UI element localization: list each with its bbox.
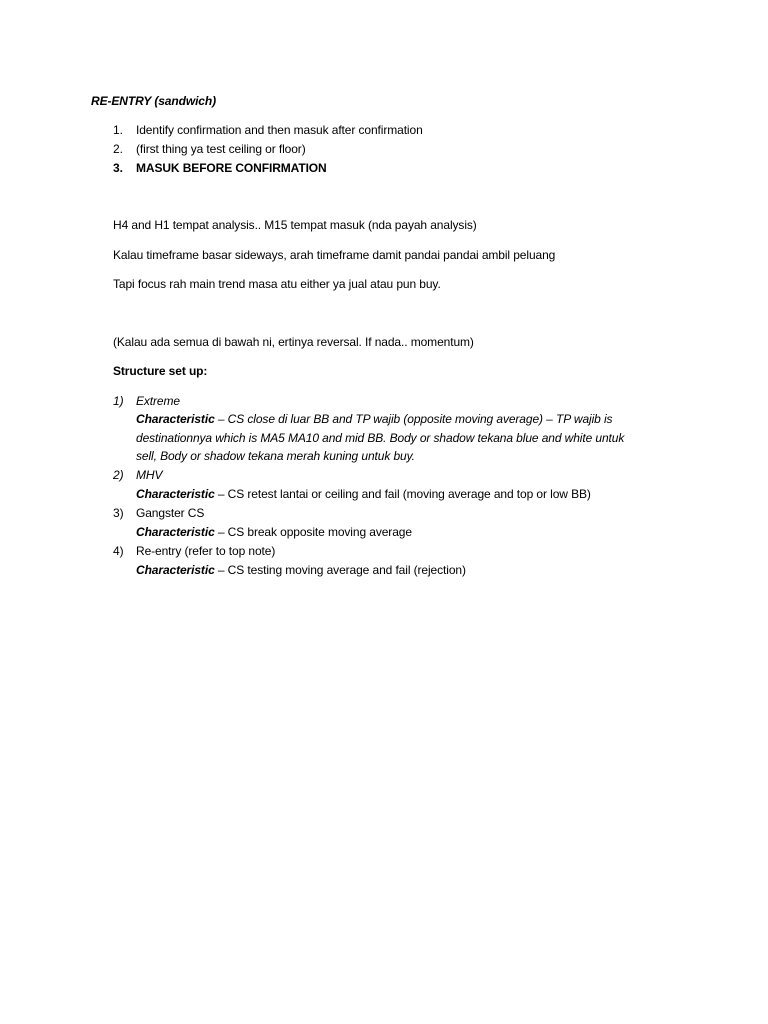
characteristic-desc: – CS close di luar BB and TP wajib (opposite moving average) – TP wajib is <box>214 412 613 426</box>
step-text: (first thing ya test ceiling or floor) <box>136 142 306 156</box>
characteristic-label: Characteristic <box>136 412 215 426</box>
paragraph: Kalau timeframe basar sideways, arah timeframe damit pandai pandai ambil peluang <box>113 248 556 262</box>
step-text: Identify confirmation and then masuk after confirmation <box>136 123 423 137</box>
structure-name: Re-entry (refer to top note) <box>136 544 276 558</box>
structure-name: MHV <box>136 468 163 482</box>
step-number: 3. <box>113 161 123 175</box>
paragraph: H4 and H1 tempat analysis.. M15 tempat masuk (nda payah analysis) <box>113 218 477 232</box>
characteristic-desc: – CS break opposite moving average <box>214 525 412 539</box>
structure-name: Extreme <box>136 394 180 408</box>
step-number: 1. <box>113 123 123 137</box>
structure-characteristic <box>136 523 412 542</box>
paragraph: Tapi focus rah main trend masa atu either ya jual atau pun buy. <box>113 277 441 291</box>
structure-name: Gangster CS <box>136 506 205 520</box>
characteristic-desc: sell, Body or shadow tekana merah kuning untuk buy. <box>136 449 415 463</box>
characteristic-desc: – CS retest lantai or ceiling and fail (moving average and top or low BB) <box>214 487 591 501</box>
structure-characteristic <box>136 485 591 504</box>
structure-number: 2) <box>113 468 124 482</box>
structure-characteristic <box>136 561 466 580</box>
structure-number: 1) <box>113 394 124 408</box>
characteristic-desc: destinationnya which is MA5 MA10 and mid BB. Body or shadow tekana blue and white untuk <box>136 430 625 445</box>
step-number: 2. <box>113 142 123 156</box>
characteristic-desc: – CS testing moving average and fail (rejection) <box>214 563 466 577</box>
step-text: MASUK BEFORE CONFIRMATION <box>136 161 327 175</box>
paragraph: (Kalau ada semua di bawah ni, ertinya reversal. If nada.. momentum) <box>113 335 474 349</box>
structure-number: 4) <box>113 544 124 558</box>
section-heading: Structure set up: <box>113 364 208 378</box>
structure-characteristic <box>136 410 624 466</box>
characteristic-label: Characteristic <box>136 487 215 501</box>
characteristic-label: Characteristic <box>136 563 215 577</box>
characteristic-label: Characteristic <box>136 525 215 539</box>
structure-number: 3) <box>113 506 124 520</box>
document-title: RE-ENTRY (sandwich) <box>91 94 217 108</box>
